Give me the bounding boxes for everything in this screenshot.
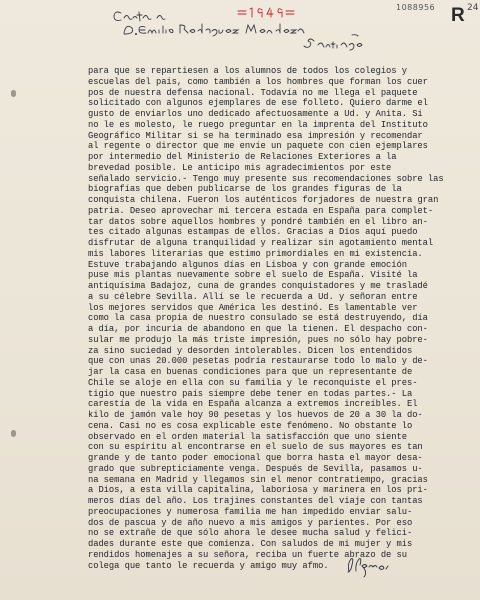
letter-line: kilo de jamón vale hoy 90 pesetas y los huevos de 20 a 30 la do- (88, 410, 423, 420)
letter-line: conquista chilena. Fueron los auténticos forjadores de nuestra gran (88, 195, 439, 205)
letter-line: mis labores literarias que estimo primordiales en mi existencia. (88, 248, 423, 259)
letter-line: Geográfico Militar si se ha terminado esa impresión y recomendar (88, 130, 423, 141)
letter-line: solicitado con algunos ejemplares de ese folleto. Quiero darme el (88, 98, 428, 109)
letter-line: sular me produjo la más triste impresión, pues no sólo hay pobre- (88, 334, 428, 345)
archive-number: 1088956 (396, 3, 436, 12)
letter-line: rendidos homenajes a su señora, reciba un fuerte abrazo de su (88, 549, 407, 560)
letter-line: biografías que deben publicarse de los grandes figuras de la (88, 184, 402, 195)
letter-line: a su célebre Sevilla. Allí se le recuerda a Ud. y señoran entre (88, 291, 418, 302)
handwritten-date-note (238, 8, 294, 17)
letter-line: patria. Deseo aprovechar mi tercera estada en España para complet- (88, 205, 434, 216)
letter-line: tes citado algunas estampas de ellos. Gracias a Dios aquí puedo (88, 227, 418, 238)
letter-line: no se extrañe de que sólo ahora le desee mucha salud y felici- (88, 528, 413, 539)
letter-line: escuelas del país, como también a los hombres que forman los cuer (88, 76, 428, 87)
letter-line: a día, por incuria de abandono en que la tienen. El despacho con- (88, 324, 428, 334)
letter-line: no le es molesto, le ruego preguntar en la imprenta del Instituto (88, 119, 428, 130)
letter-line: a Dios, a esta villa capitalina, laboriosa y marinera en los pri- (88, 485, 428, 496)
letter-line: tar datos sobre aquellos hombres y pondré también en el libro an- (88, 216, 428, 227)
folio-number: 24 (467, 3, 479, 13)
letter-line: Estuve trabajando algunos días en Lisboa y con grande emoción (88, 259, 407, 270)
letter-line: grande y de tanto poder emocional que borra hasta el mayor desa- (88, 453, 423, 463)
letter-line: puse mis plantas nuevamente sobre el suelo de España. Visité la (88, 270, 418, 281)
handwritten-addressee (114, 12, 362, 50)
letter-line: pos de nuestra defensa nacional. Todavía no me llega el paquete (88, 87, 418, 98)
letter-line: za sino suciedad y desorden intolerables. Dicen los entendidos (88, 345, 413, 356)
letter-line: jar la casa en buenas condiciones para que un representante de (88, 367, 413, 377)
letter-line: tigio que nuestro país siempre debe tener en todas partes.- La (88, 388, 413, 399)
letter-line: que con unas 20.000 pesetas podría restaurarse todo lo malo y de- (88, 356, 428, 367)
letter-line: con su espíritu al encontrarse en el suelo de sus mayores es tan (88, 442, 423, 453)
letter-line: como la casa propia de nuestro consulado se está destruyendo, día (88, 313, 428, 324)
letter-line: para que se repartiesen a los alumnos de todos los colegios y (88, 66, 407, 76)
letter-line: dos de pascua y de año nuevo a mis amigos y parientes. Por eso (88, 517, 413, 528)
letter-line: al regente o director que me envíe un paquete con cien ejemplares (88, 141, 428, 152)
letter-line: Chile se aloje en ella con su familia y le reconquiste el pres- (88, 377, 418, 388)
letter-line: los mejores servidos que América les destinó. Es lamentable ver (88, 302, 418, 313)
letter-line: gusto de enviarlos uno dedicado afectuosamente a Ud. y Anita. Si (88, 109, 423, 119)
letter-line: colega que tanto le recuerda y amigo muy afmo. (88, 560, 329, 571)
letter-line: brevedad posible. Le anticipo mis agradecimientos por este (88, 162, 392, 173)
letter-line: cena. Casi no es cosa explicable este fenómeno. No obstante lo (88, 420, 413, 431)
letter-line: preocupaciones y numerosa familia me han impedido enviar salu- (88, 506, 413, 517)
letter-line: grado que subrepticiamente venga. Después de Sevilla, pasamos u- (88, 463, 423, 474)
letter-line: por intermedio del Ministerio de Relaciones Exteriores a la (88, 152, 397, 162)
letter-line: na semana en Madrid y llegamos sin el menor contratiempo, gracias (88, 474, 428, 485)
letter-body (88, 66, 444, 571)
letter-line: señalado servicio.- Tengo muy presente sus recomendaciones sobre las (88, 173, 444, 184)
letter-line: disfrutar de alguna tranquilidad y realizar sin agotamiento mental (88, 238, 434, 248)
letter-line: observado en el orden material la satisfacción que uno siente (88, 431, 407, 442)
letter-line: meros días del año. Los trajines constantes del viaje con tantas (88, 496, 423, 506)
letter-line: antiquísima Badajoz, cuna de grandes conquistadores y me trasladé (88, 281, 428, 291)
letter-line: dades durante este que comienza. Con saludos de mi mujer y mis (88, 539, 413, 549)
archive-letter: R (451, 5, 465, 26)
letter-line: carestía de la vida en España alcanza a extremos increíbles. El (88, 399, 418, 410)
